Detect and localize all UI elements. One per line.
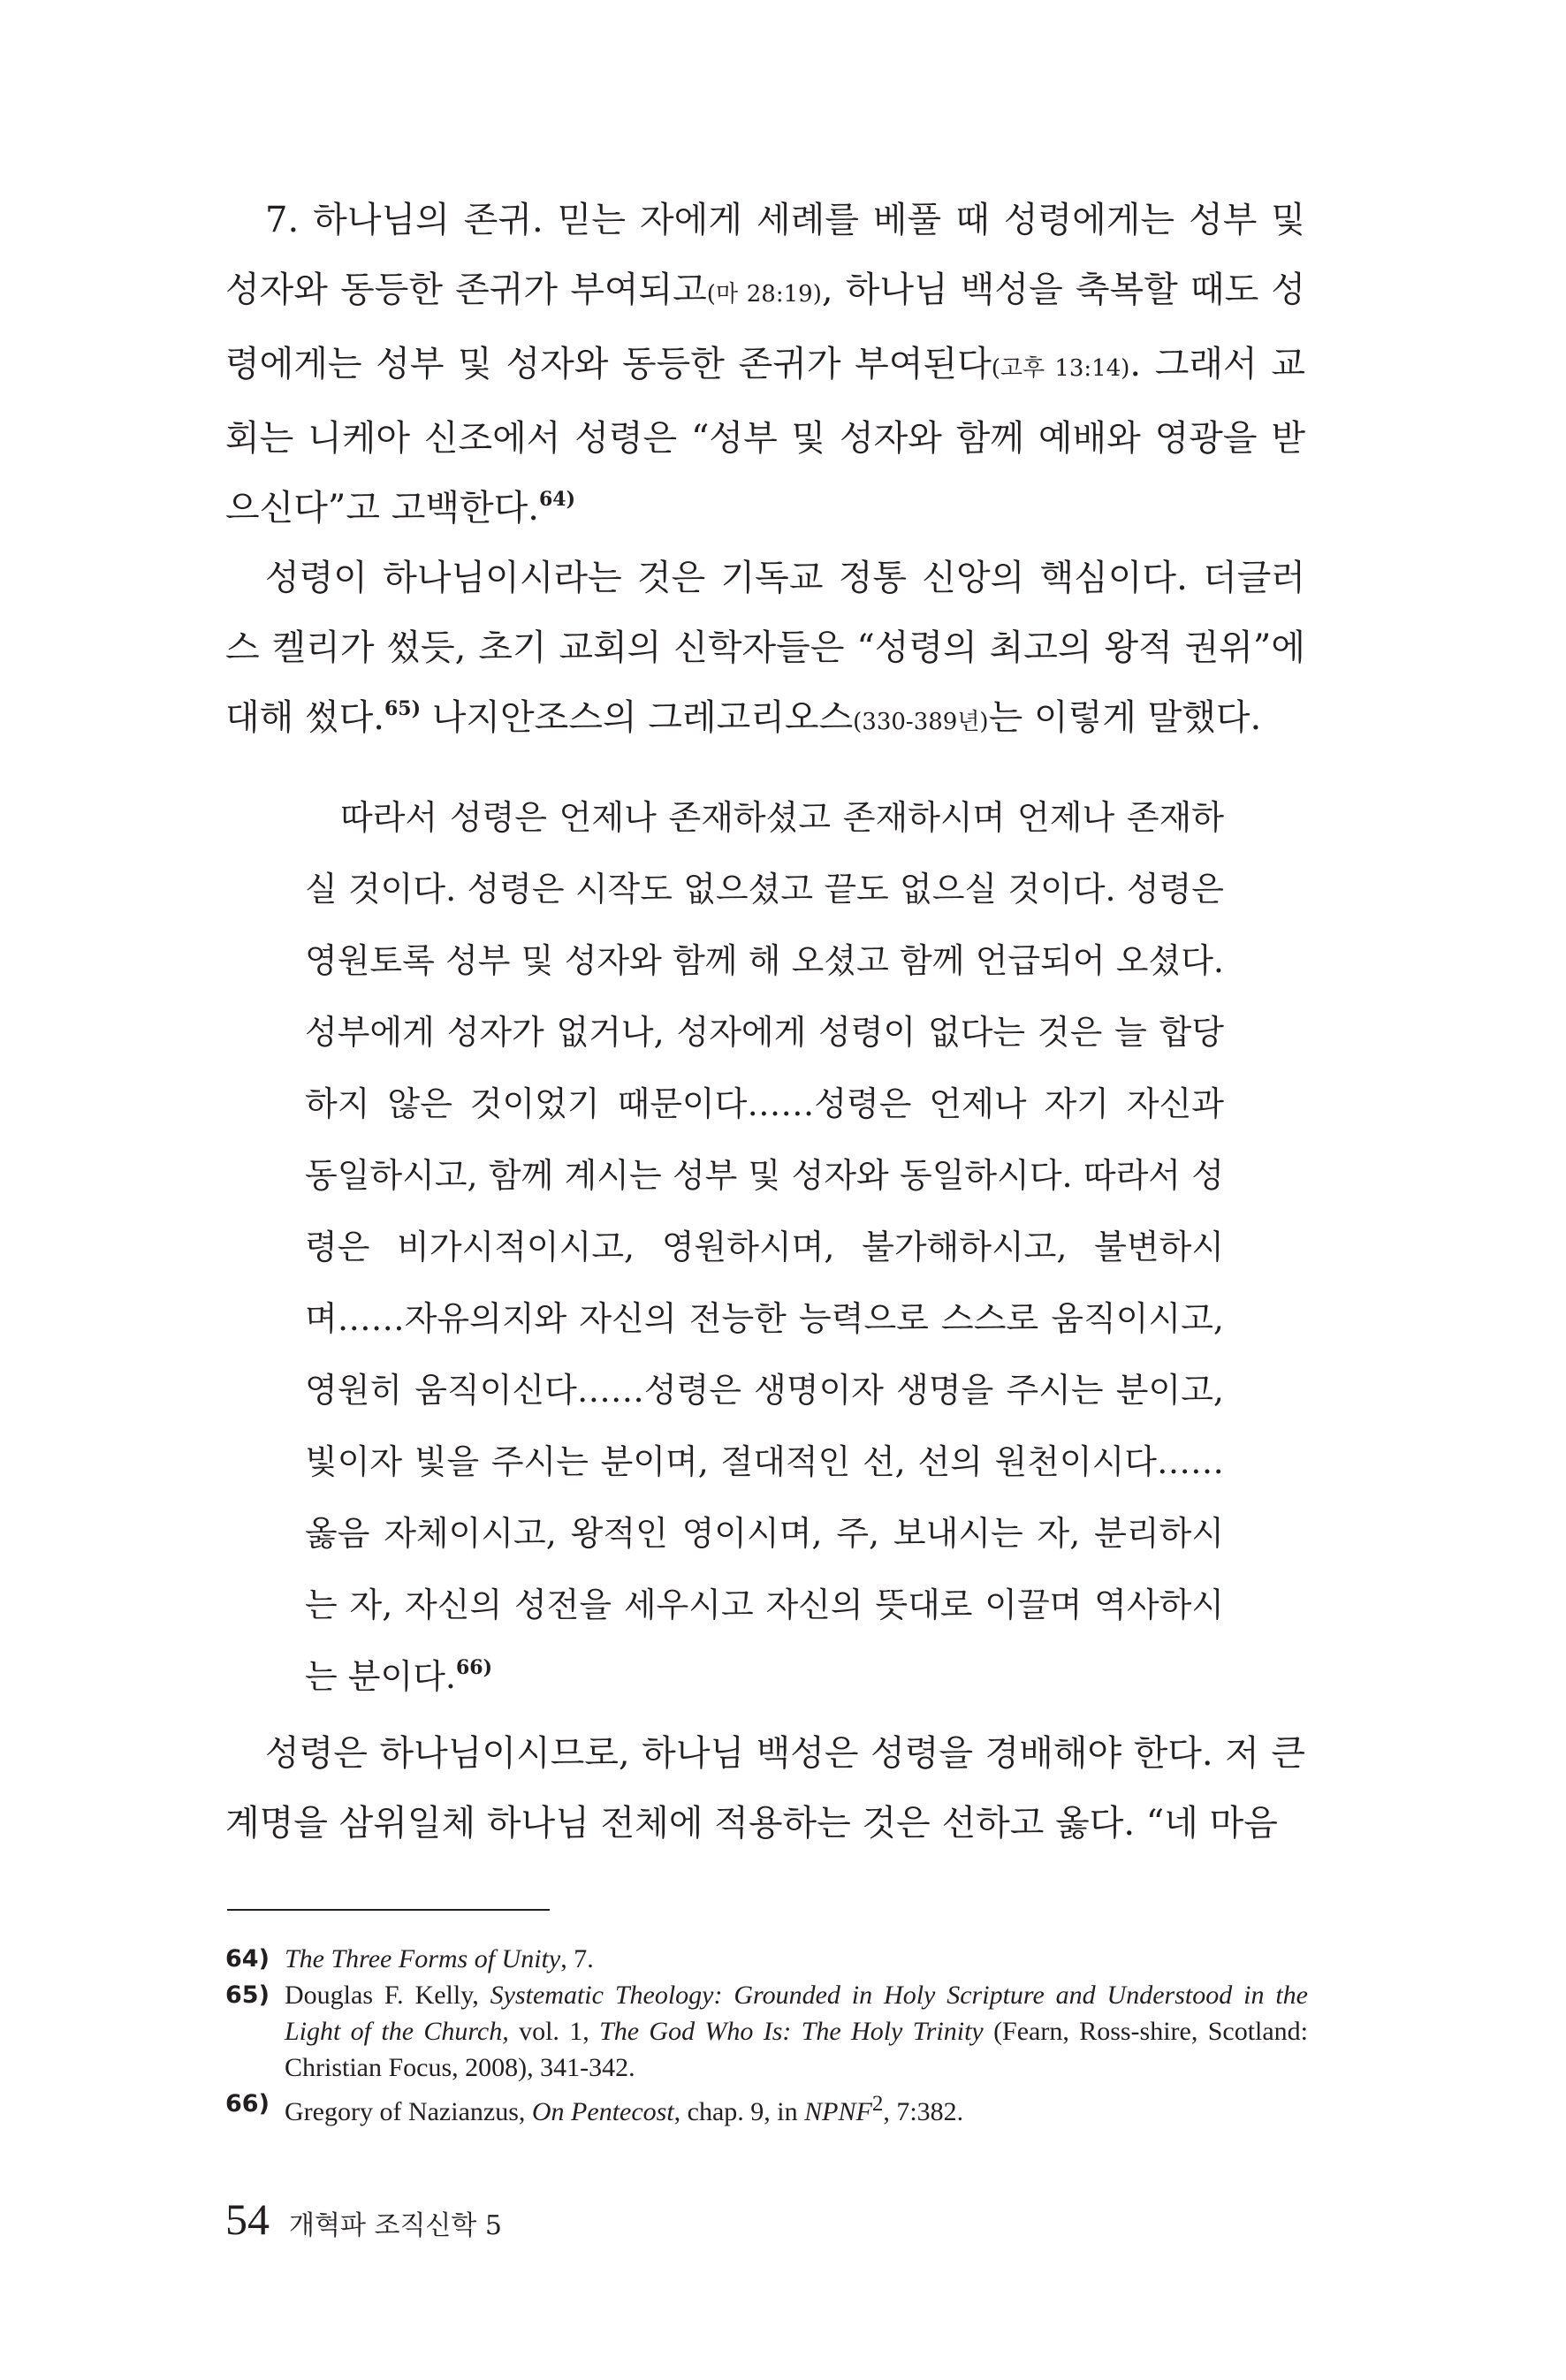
footnote-number: 65) <box>225 1981 270 2009</box>
paragraph-text: 성령이 하나님이시라는 것은 기독교 정통 신앙의 핵심이다. 더글러스 켈리가 썼듯, 초기 교회의 신학자들은 “성령의 최고의 왕적 권위”에 대해 썼다. <box>225 558 1305 738</box>
footnotes <box>225 1941 1308 2130</box>
quote-text <box>305 782 1224 1713</box>
footnote-title: The Three Forms of Unity <box>285 1944 561 1973</box>
footnote-detail: (Fearn, Ross-shire, Scotland: Christian Focus, 2008), 341-342. <box>285 2017 1309 2082</box>
footnote-superscript: 2 <box>871 2092 884 2116</box>
page-footer <box>225 2194 502 2245</box>
paragraph-text: 나지안조스의 그레고리오스 <box>421 697 854 738</box>
block-quote <box>305 782 1224 1713</box>
footnote-author: Gregory of Nazianzus, <box>285 2097 532 2126</box>
footnote-number: 64) <box>225 1945 270 1973</box>
paragraph-orthodoxy <box>225 544 1305 757</box>
paragraph-honor <box>225 186 1305 544</box>
paragraph-text: 는 이렇게 말했다. <box>988 697 1262 738</box>
footnote-text <box>285 1941 1308 1977</box>
footnote-author: Douglas F. Kelly, <box>285 1981 490 2010</box>
paragraph-text: . 그래서 교회는 니케아 신조에서 성령은 “성부 및 성자와 함께 예배와 영광을 받으신다”고 고백한다. <box>225 344 1305 528</box>
paragraph-text: 성령은 하나님이시므로, 하나님 백성은 성령을 경배해야 한다. 저 큰 계명을 삼위일체 하나님 전체에 적용하는 것은 선하고 옳다. “네 마음 <box>225 1733 1305 1844</box>
footnote-divider <box>227 1909 550 1911</box>
footnote-66 <box>225 2086 1308 2130</box>
scripture-citation: (고후 13:14) <box>991 355 1130 382</box>
scripture-citation: (마 28:19) <box>706 281 822 308</box>
paragraph-text: 7. 하나님의 존귀. 믿는 자에게 세례를 베풀 때 성령에게는 성부 및 성자와 동등한 존귀가 부여되고 <box>225 200 1305 310</box>
footnote-title: The God Who Is: The Holy Trinity <box>599 2017 984 2046</box>
footnote-marker: 65) <box>384 697 422 720</box>
quote-body: 따라서 성령은 언제나 존재하셨고 존재하시며 언제나 존재하실 것이다. 성령은 시작도 없으셨고 끝도 없으실 것이다. 성령은 영원토록 성부 및 성자와 함께 해 오셨고 함께 언급되어 오셨다. 성부에게 성자가 없거나, 성자에게 성령이 없다는 것은 늘 합당하지 않은 것이었기 때문이다……성령은 언제나 자기 자신과 동일하시고, 함께 계시는 성부 및 성자와 동일하시다. 따라서 성령은 비가시적이시고, 영원하시며, 불가해하시고, 불변하시며……자유의지와 자신의 전능한 능력으로 스스로 움직이시고, 영원히 움직이신다……성령은 생명이자 생명을 주시는 분이고, 빛이자 빛을 주시는 분이며, 절대적인 선, 선의 원천이시다……옳음 자체이시고, 왕적인 영이시며, 주, 보내시는 자, 분리하시는 자, 자신의 성전을 세우시고 자신의 뜻대로 이끌며 역사하시는 분이다. <box>305 798 1224 1696</box>
footnote-title: On Pentecost <box>531 2097 674 2126</box>
footnote-number: 66) <box>225 2090 270 2118</box>
running-title: 개혁파 조직신학 5 <box>289 2210 503 2241</box>
footnote-text <box>285 2086 1308 2130</box>
footnote-title: NPNF <box>804 2097 872 2126</box>
footnote-text <box>285 1977 1308 2086</box>
footnote-marker: 66) <box>456 1656 493 1679</box>
footnote-detail: , 7. <box>560 1944 594 1973</box>
footnote-title: Systematic Theology: Grounded in Holy Scripture and Understood in the Light of the Church, <box>285 1981 1308 2046</box>
page-number: 54 <box>225 2194 270 2244</box>
main-text-block <box>225 186 1305 757</box>
footnote-detail: , chap. 9, in <box>673 2097 805 2126</box>
footnote-detail: vol. 1, <box>508 2017 600 2046</box>
footnote-marker: 64) <box>539 488 576 511</box>
footnote-detail: , 7:382. <box>883 2097 964 2126</box>
paragraph-worship <box>225 1719 1305 1859</box>
footnote-64 <box>225 1941 1308 1977</box>
date-citation: (330-389년) <box>853 709 989 735</box>
main-text-block-continued <box>225 1719 1305 1859</box>
paragraph-text: , 하나님 백성을 축복할 때도 성령에게는 성부 및 성자와 동등한 존귀가 부여된다 <box>225 270 1306 384</box>
footnote-65 <box>225 1977 1308 2086</box>
